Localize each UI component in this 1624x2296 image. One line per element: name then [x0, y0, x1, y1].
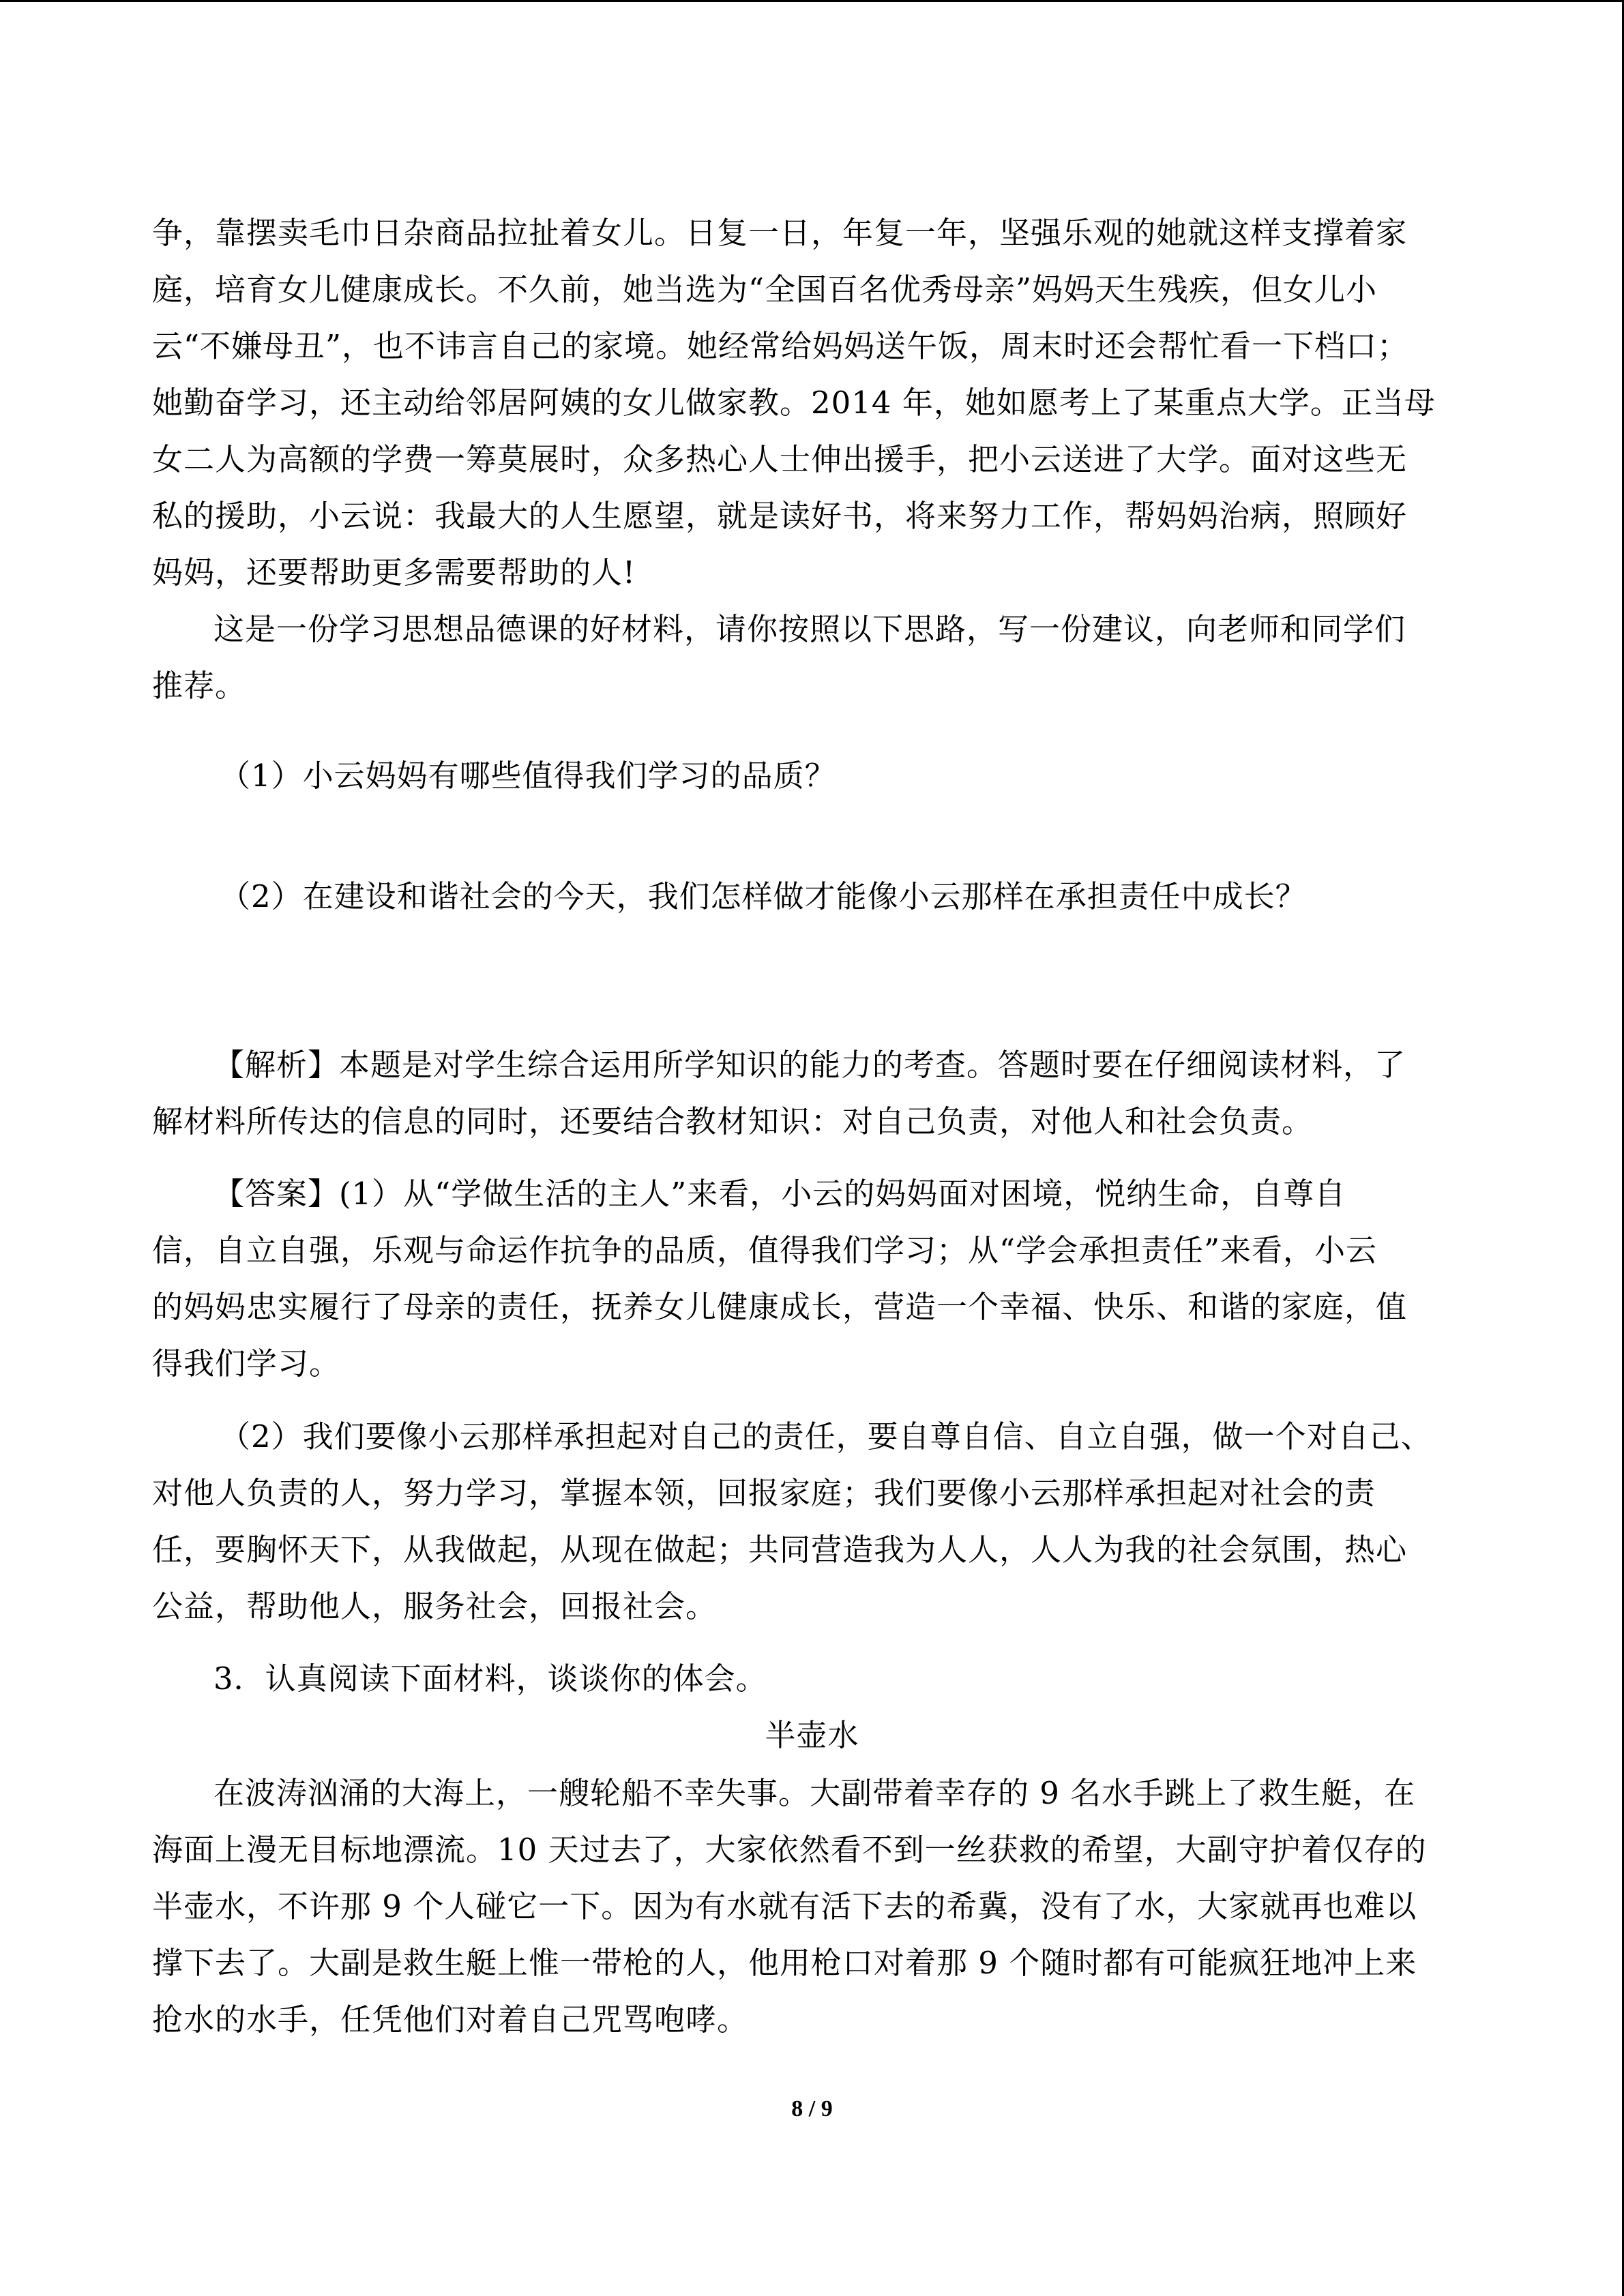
answer-line: 对他人负责的人，努力学习，掌握本领，回报家庭；我们要像小云那样承担起对社会的责 — [152, 1475, 1376, 1511]
paragraph-line: 私的援助，小云说：我最大的人生愿望，就是读好书，将来努力工作，帮妈妈治病，照顾好 — [152, 498, 1408, 534]
paragraph-line: 这是一份学习思想品德课的好材料，请你按照以下思路，写一份建议，向老师和同学们 — [213, 611, 1406, 647]
question-1: （1）小云妈妈有哪些值得我们学习的品质？ — [220, 758, 836, 794]
story-line: 在波涛汹涌的大海上，一艘轮船不幸失事。大副带着幸存的 9 名水手跳上了救生艇，在 — [213, 1775, 1416, 1811]
page-border-top — [0, 0, 1624, 2]
answer-line: 的妈妈忠实履行了母亲的责任，抚养女儿健康成长，营造一个幸福、快乐、和谐的家庭，值 — [152, 1289, 1408, 1325]
analysis-line: 【解析】本题是对学生综合运用所学知识的能力的考查。答题时要在仔细阅读材料，了 — [213, 1047, 1406, 1083]
paragraph-line: 争，靠摆卖毛巾日杂商品拉扯着女儿。日复一日，年复一年，坚强乐观的她就这样支撑着家 — [152, 215, 1408, 251]
paragraph-line: 女二人为高额的学费一筹莫展时，众多热心人士伸出援手，把小云送进了大学。面对这些无 — [152, 441, 1408, 477]
analysis-line: 解材料所传达的信息的同时，还要结合教材知识：对自己负责，对他人和社会负责。 — [152, 1103, 1314, 1139]
story-line: 半壶水，不许那 9 个人碰它一下。因为有水就有活下去的希冀，没有了水，大家就再也难以 — [152, 1888, 1417, 1924]
question-2: （2）在建设和谐社会的今天，我们怎样做才能像小云那样在承担责任中成长？ — [220, 878, 1307, 914]
answer-line: 信，自立自强，乐观与命运作抗争的品质，值得我们学习；从“学会承担责任”来看，小云 — [152, 1232, 1378, 1268]
story-line: 撑下去了。大副是救生艇上惟一带枪的人，他用枪口对着那 9 个随时都有可能疯狂地冲上来 — [152, 1945, 1417, 1981]
paragraph-line: 庭，培育女儿健康成长。不久前，她当选为“全国百名优秀母亲”妈妈天生残疾，但女儿小 — [152, 271, 1378, 308]
paragraph-line: 推荐。 — [152, 668, 247, 704]
answer-line: 得我们学习。 — [152, 1345, 341, 1382]
question-3: 3．认真阅读下面材料，谈谈你的体会。 — [213, 1660, 767, 1697]
answer-line: （2）我们要像小云那样承担起对自己的责任，要自尊自信、自立自强，做一个对自己、 — [220, 1418, 1432, 1455]
answer-line: 任，要胸怀天下，从我做起，从现在做起；共同营造我为人人，人人为我的社会氛围，热心 — [152, 1532, 1408, 1568]
answer-line: 【答案】(1）从“学做生活的主人”来看，小云的妈妈面对困境，悦纳生命，自尊自 — [213, 1176, 1346, 1212]
paragraph-line: 她勤奋学习，还主动给邻居阿姨的女儿做家教。2014 年，她如愿考上了某重点大学。正当母 — [152, 385, 1436, 421]
page-number: 8 / 9 — [791, 2096, 833, 2121]
paragraph-line: 云“不嫌母丑”，也不讳言自己的家境。她经常给妈妈送午饭，周末时还会帮忙看一下档口； — [152, 328, 1409, 364]
story-line: 抢水的水手，任凭他们对着自己咒骂咆哮。 — [152, 2001, 749, 2038]
story-line: 海面上漫无目标地漂流。10 天过去了，大家依然看不到一丝获救的希望，大副守护着仅存的 — [152, 1832, 1427, 1868]
answer-line: 公益，帮助他人，服务社会，回报社会。 — [152, 1588, 718, 1624]
story-title: 半壶水 — [765, 1717, 859, 1753]
paragraph-line: 妈妈，还要帮助更多需要帮助的人! — [152, 554, 636, 591]
